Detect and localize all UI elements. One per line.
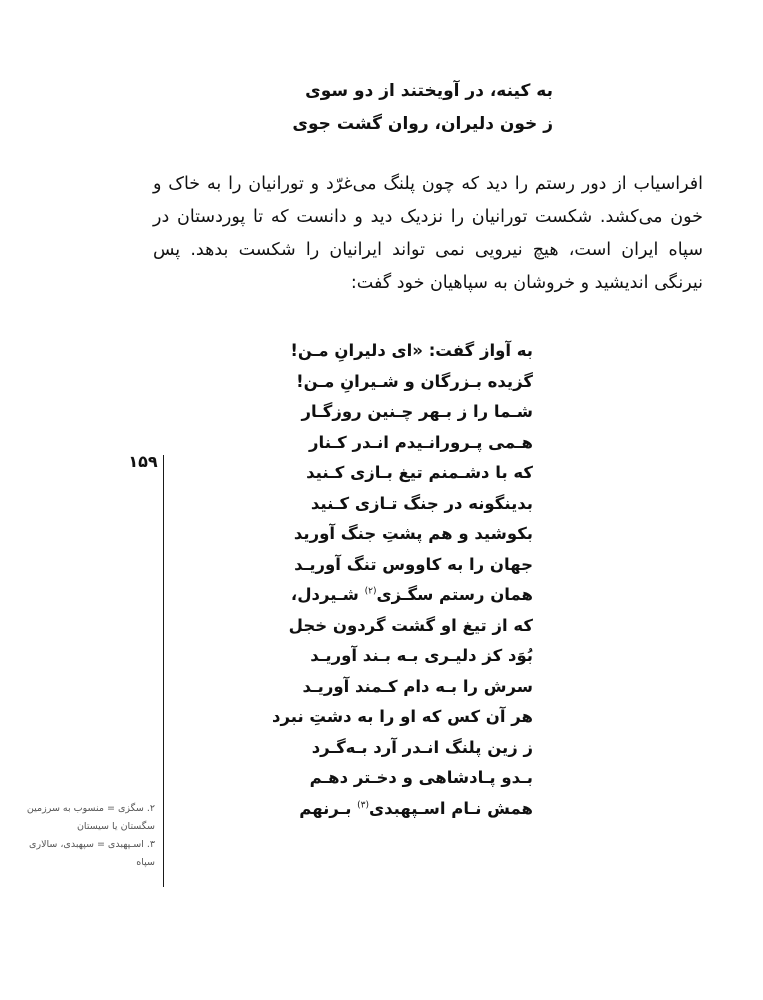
- verse-line: [233, 794, 533, 825]
- footnote-ref-2: (۲): [364, 586, 377, 597]
- footnote-ref-3: (۳): [357, 800, 370, 810]
- footnote-line: سگستان یا سیستان: [76, 821, 155, 832]
- verse-line: بـدو پـادشاهی و دخـتر دهـم: [309, 768, 533, 787]
- verse-line: به آواز گفت: «ای دلیرانِ مـن!: [290, 341, 533, 360]
- couplet-line: ز خون دلیران، روان گشت جوی: [292, 114, 553, 134]
- verse-line: سرش را بـه دام کـمند آوریـد: [302, 676, 533, 696]
- verse-line: که با دشـمنم تیغ بـازی کـنید: [306, 463, 533, 482]
- couplet-line: به کینه، در آویختند از دو سوی: [305, 81, 553, 101]
- page-number: ۱۵۹: [128, 452, 158, 471]
- verse-line: جهان را به کاووس تنگ آوریـد: [294, 554, 533, 574]
- verse-line: که از تیغ او گشت گردون خجل: [288, 615, 533, 635]
- verse-line: ز زین پلنگ انـدر آرد بـه‌گـرد: [311, 737, 533, 757]
- verse-line: شـما را ز بـهر چـنین روزگـار: [301, 402, 533, 421]
- opening-couplet: [253, 75, 553, 141]
- verse-line-start: همش نـام اسـپهبدی: [369, 798, 533, 818]
- footnotes: [0, 800, 155, 872]
- verse-line: بُوَد کز دلیـری بـه بـند آوریـد: [310, 646, 533, 665]
- verse-line-end: بـرنهم: [299, 798, 358, 818]
- verse-line: گزیده بـزرگان و شـیرانِ مـن!: [296, 371, 533, 391]
- verse-line: [233, 580, 533, 611]
- margin-divider: [163, 455, 164, 887]
- verse-line: بدینگونه در جنگ تـازی کـنید: [310, 493, 533, 513]
- footnote-line: ۳. اسـپهبدی = سپهبدی، سالاری: [29, 839, 155, 850]
- verse-line-end: شـیردل،: [290, 585, 365, 604]
- verse-line: هـمی پـرورانـیدم انـدر کـنار: [309, 432, 533, 452]
- verse-line-start: همان رستم سگـزی: [376, 585, 533, 604]
- verse-line: بکوشید و هم پشتِ جنگ آورید: [293, 524, 533, 543]
- footnote-line: سپاه: [136, 857, 155, 868]
- prose-paragraph: افراسیاب از دور رستم را دید که چون پلنگ می‌غرّد و تورانیان را به خاک و خون می‌کشد. شکست تورانیان را نزدیک دید و دانست که تا پوردستان در سپاه ایران است، هیچ نیرویی نمی تواند ایرانیان را شکست بدهد. پس نیرنگی اندیشید و خروشان به سپاهیان خود گفت:: [153, 174, 703, 293]
- footnote-line: ۲. سگزی = منسوب به سرزمین: [26, 803, 155, 814]
- verse-line: هر آن کس که او را به دشتِ نبرد: [271, 707, 533, 726]
- verse-block: [233, 336, 533, 824]
